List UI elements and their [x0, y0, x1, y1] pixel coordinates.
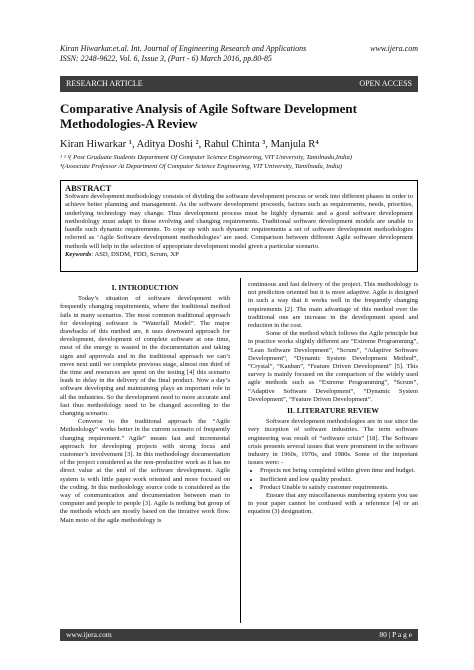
intro-paragraph-3: continuous and fast delivery of the project. This methodology is not prediction oriented but it is more adaptive. Agile is designed in such a way that it works well in the frequently changing requirements [2]. The main advantage of this method over the traditional one are increase in the development speed and reduction in the cost. — [248, 281, 418, 330]
paper-title: Comparative Analysis of Agile Software Development Methodologies-A Review — [60, 101, 357, 131]
left-column — [60, 281, 230, 621]
research-article-label: RESEARCH ARTICLE — [66, 79, 143, 88]
journal-issn: ISSN: 2248-9622, Vol. 6, Issue 3, (Part - 6) March 2016, pp.80-85 — [60, 54, 272, 63]
affiliation-professor: ⁴(Associate Professor At Department Of Computer Science Engineering, VIT University, Tamilnadu, India) — [60, 163, 343, 170]
list-item: • Projects not being completed within given time and budget. — [260, 467, 418, 475]
footer-website[interactable]: www.ijera.com — [66, 630, 112, 639]
column-divider — [240, 278, 241, 623]
journal-website[interactable]: www.ijera.com — [370, 44, 418, 53]
list-item: • Inefficient and low quality product. — [260, 476, 418, 484]
affiliation-students: ¹ ² ³( Post Graduate Students Department Of Computer Science Engineering, VIT University, Tamilnadu,India) — [60, 154, 352, 161]
page-footer — [60, 629, 418, 641]
open-access-label: OPEN ACCESS — [359, 79, 412, 88]
issues-list — [248, 467, 418, 492]
section-heading-introduction: I. INTRODUCTION — [111, 283, 179, 292]
abstract-box — [60, 180, 418, 272]
right-column — [248, 281, 418, 621]
abstract-heading: ABSTRACT — [65, 183, 112, 193]
review-paragraph-2: Ensure that any miscellaneous numbering system you use in your paper cannot be confused with a reference [4] or an equation (3) designation. — [248, 492, 418, 516]
section-heading-literature-review: II. LITERATURE REVIEW — [287, 406, 379, 416]
keywords-line — [65, 251, 413, 259]
article-banner — [60, 76, 418, 92]
keywords-label: Keywords — [65, 251, 92, 259]
journal-citation: Kiran Hiwarkar.et.al. Int. Journal of Engineering Research and Applications — [60, 44, 307, 53]
intro-paragraph-4: Some of the method which follows the Agile principle but in practice works slightly different are “Extreme Programming”, “Lean Software Development”, “Scrum”, “Adaptive Software Development”, “Dynamic System Development Method”, “Crystal”, “Kanban”, “Feature Driven Development” [5]. This survey is mainly focused on the comparison of the widely used agile methods such as “Extreme Programming”, “Scrum”, “Adaptive Software Development”, “Dynamic System Development”, “Feature Driven Development”. — [248, 330, 418, 403]
journal-header — [60, 44, 418, 64]
list-item: • Product Unable to satisfy customer requirements. — [260, 484, 418, 492]
page-number: 80 | P a g e — [379, 630, 412, 639]
author-list: Kiran Hiwarkar ¹, Aditya Doshi ², Rahul Chinta ³, Manjula R⁴ — [60, 139, 319, 150]
intro-paragraph-1: Today’s situation of software development with frequently changing requirements, where the traditional method fails in many scenarios. The most common traditional approach for developing software is “Waterfall Model”. The major drawbacks of this method are, it uses downward approach for development, development of complete software at one time, most of the energy is wasted in the documentation and taking signs and approvals and in the traditional approach we can’t move next until we complete previous stage, almost one third of the time and resources are spent on the testing [4] this scenario leads to delay in the delivery of the final product. Now a day’s software developing and maintaining plays an important role in all the industries. So the development need to more accurate and fast thus methodology need to be changed according to the changing scenario. — [60, 295, 230, 418]
keywords-value: : ASD, DSDM, FDD, Scrum, XP — [91, 251, 179, 259]
intro-paragraph-2: Converse to the traditional approach the “Agile Methodology” works better in the current scenario of frequently changing requirement.” Agile” means fast and incremental approach for developing projects with strong focus and customer’s involvement [3]. In this methodology documentation of the project considered as the non-productive work as it has no direct value at the end of the software development. Agile system is with little paper work oriented and more focused on the coding. In this methodology source code is considered as the way of communication and documentation between man to computer and people to people [3]. Agile is nothing but group of the methods which are mostly based on the iterative work flow. Main moto of the agile methodology is — [60, 418, 230, 524]
abstract-body: Software development methodology consists of dividing the software development process or work into different phases in order to achieve better planning and management. As the software development proceeds, factors such as requirements, needs, priorities, underlying technology may change. Thus development process must be highly dynamic and a good software development methodology must adapt to these evolving and changing requirements. Traditional software development models are unable to handle such dynamic requirements. To cope up with such dynamic requirements a set of software development methodologies referred as ‘Agile Software development methodologies’ are used. Comparison between different Agile software development methods will help in the selection of appropriate development model given a particular scenario. — [65, 193, 413, 250]
affiliations — [60, 153, 418, 171]
review-paragraph-1: Software development methodologies are in use since the very inception of software industries. The term software engineering was result of “software crisis” [18]. The Software crisis presents several issues that were prominent in the software industry in 1960s, 1970s, and 1980s. Some of the important issues were: - — [248, 418, 418, 467]
